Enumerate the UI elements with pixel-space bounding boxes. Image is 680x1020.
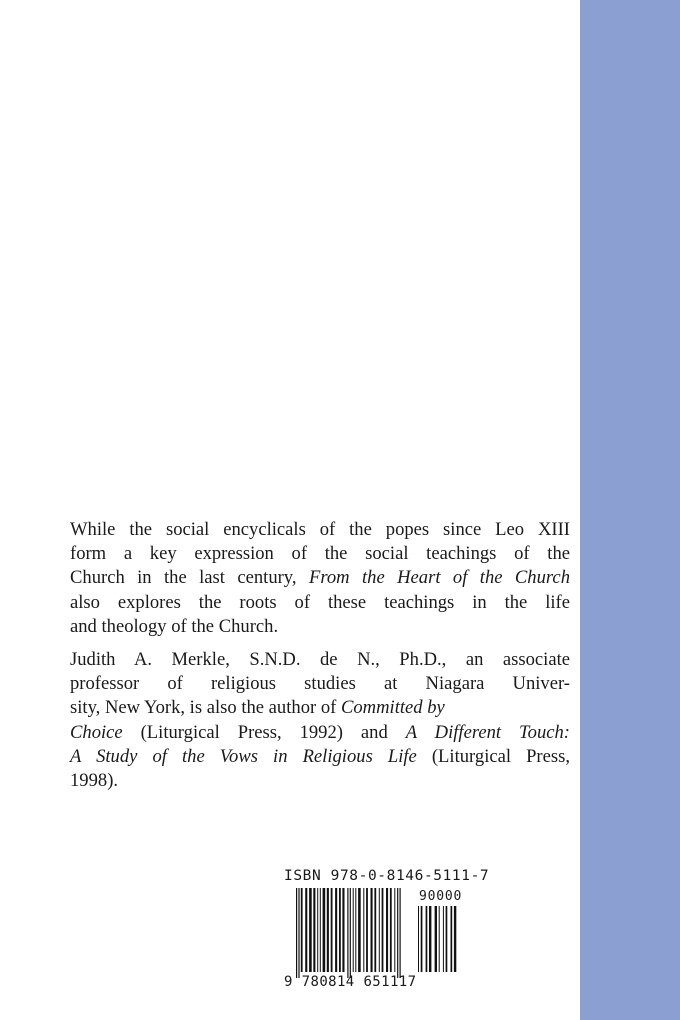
barcode-bar xyxy=(451,906,453,972)
book-title: A Different Touch: xyxy=(405,721,570,743)
barcode-bar xyxy=(454,906,456,972)
barcode-bar xyxy=(400,888,401,978)
barcode-bar xyxy=(446,906,448,972)
barcode-bar xyxy=(379,888,380,972)
text-line: also explores the roots of these teachings in the life xyxy=(70,591,570,613)
spine-color-stripe xyxy=(580,0,680,1020)
barcode-bar xyxy=(301,888,303,972)
barcode-bar xyxy=(296,888,297,978)
barcode-bar xyxy=(313,888,315,972)
barcode-bar xyxy=(327,888,329,972)
barcode-bar xyxy=(342,888,344,972)
barcode-bar xyxy=(317,888,318,972)
text-fragment: (Liturgical Press, 1992) and xyxy=(122,721,406,743)
barcode-bar xyxy=(350,888,351,978)
barcode-bar xyxy=(335,888,337,972)
barcode-bar xyxy=(358,888,361,972)
text-line: professor of religious studies at Niagara Univer- xyxy=(70,673,570,695)
barcode-bar xyxy=(429,906,431,972)
barcode-bar xyxy=(305,888,307,972)
text-fragment: (Liturgical Press, xyxy=(416,745,570,767)
barcode-bar xyxy=(418,906,419,972)
barcode-bar xyxy=(298,888,299,978)
addon-code: 90000 xyxy=(419,889,463,904)
barcode-bar xyxy=(386,888,388,972)
ean13-bars xyxy=(296,888,401,978)
barcode-bar xyxy=(371,888,373,972)
text-line: 1998). xyxy=(70,770,119,792)
text-line: Judith A. Merkle, S.N.D. de N., Ph.D., an associate xyxy=(70,649,570,671)
barcode-bar xyxy=(353,888,354,972)
barcode-bar xyxy=(366,888,368,972)
text-line: and theology of the Church. xyxy=(70,615,279,637)
barcode-bar xyxy=(323,888,326,972)
book-title: Committed by xyxy=(340,697,445,719)
book-title: From the Heart of the Church xyxy=(308,567,570,589)
barcode-bar xyxy=(443,906,444,972)
text-line: While the social encyclicals of the popes since Leo XIII xyxy=(70,519,570,540)
barcode-bar xyxy=(374,888,376,972)
barcode-bar xyxy=(309,888,312,972)
text-fragment: sity, New York, is also the author of xyxy=(70,697,341,719)
barcode-bar xyxy=(363,888,364,972)
text-line xyxy=(70,745,570,769)
text-line xyxy=(70,721,570,745)
isbn-barcode xyxy=(282,868,490,994)
text-line: form a key expression of the social teachings of the xyxy=(70,543,570,565)
book-title: A Study of the Vows in Religious Life xyxy=(70,745,417,767)
barcode-bar xyxy=(394,888,395,972)
ean-digits: 9 780814 651117 xyxy=(284,974,417,990)
barcode-bar xyxy=(382,888,384,972)
barcode-bar xyxy=(439,906,440,972)
barcode-bar xyxy=(397,888,398,978)
barcode-bar xyxy=(347,888,348,978)
barcode-bar xyxy=(355,888,356,972)
isbn-label: ISBN 978-0-8146-5111-7 xyxy=(284,868,490,884)
barcode-bar xyxy=(435,906,437,972)
addon-bars xyxy=(418,906,456,972)
barcode-bar xyxy=(421,906,423,972)
barcode-bar xyxy=(390,888,392,972)
author-bio-paragraph xyxy=(70,648,570,793)
text-fragment: Church in the last century, xyxy=(70,567,309,589)
back-cover-blurb xyxy=(70,518,570,802)
text-line xyxy=(70,566,570,590)
barcode-bar xyxy=(320,888,321,972)
barcode-bar xyxy=(426,906,428,972)
book-title: Choice xyxy=(70,721,123,743)
barcode-bar xyxy=(331,888,333,972)
barcode-bar xyxy=(339,888,341,972)
description-paragraph xyxy=(70,518,570,639)
text-line xyxy=(70,696,570,720)
